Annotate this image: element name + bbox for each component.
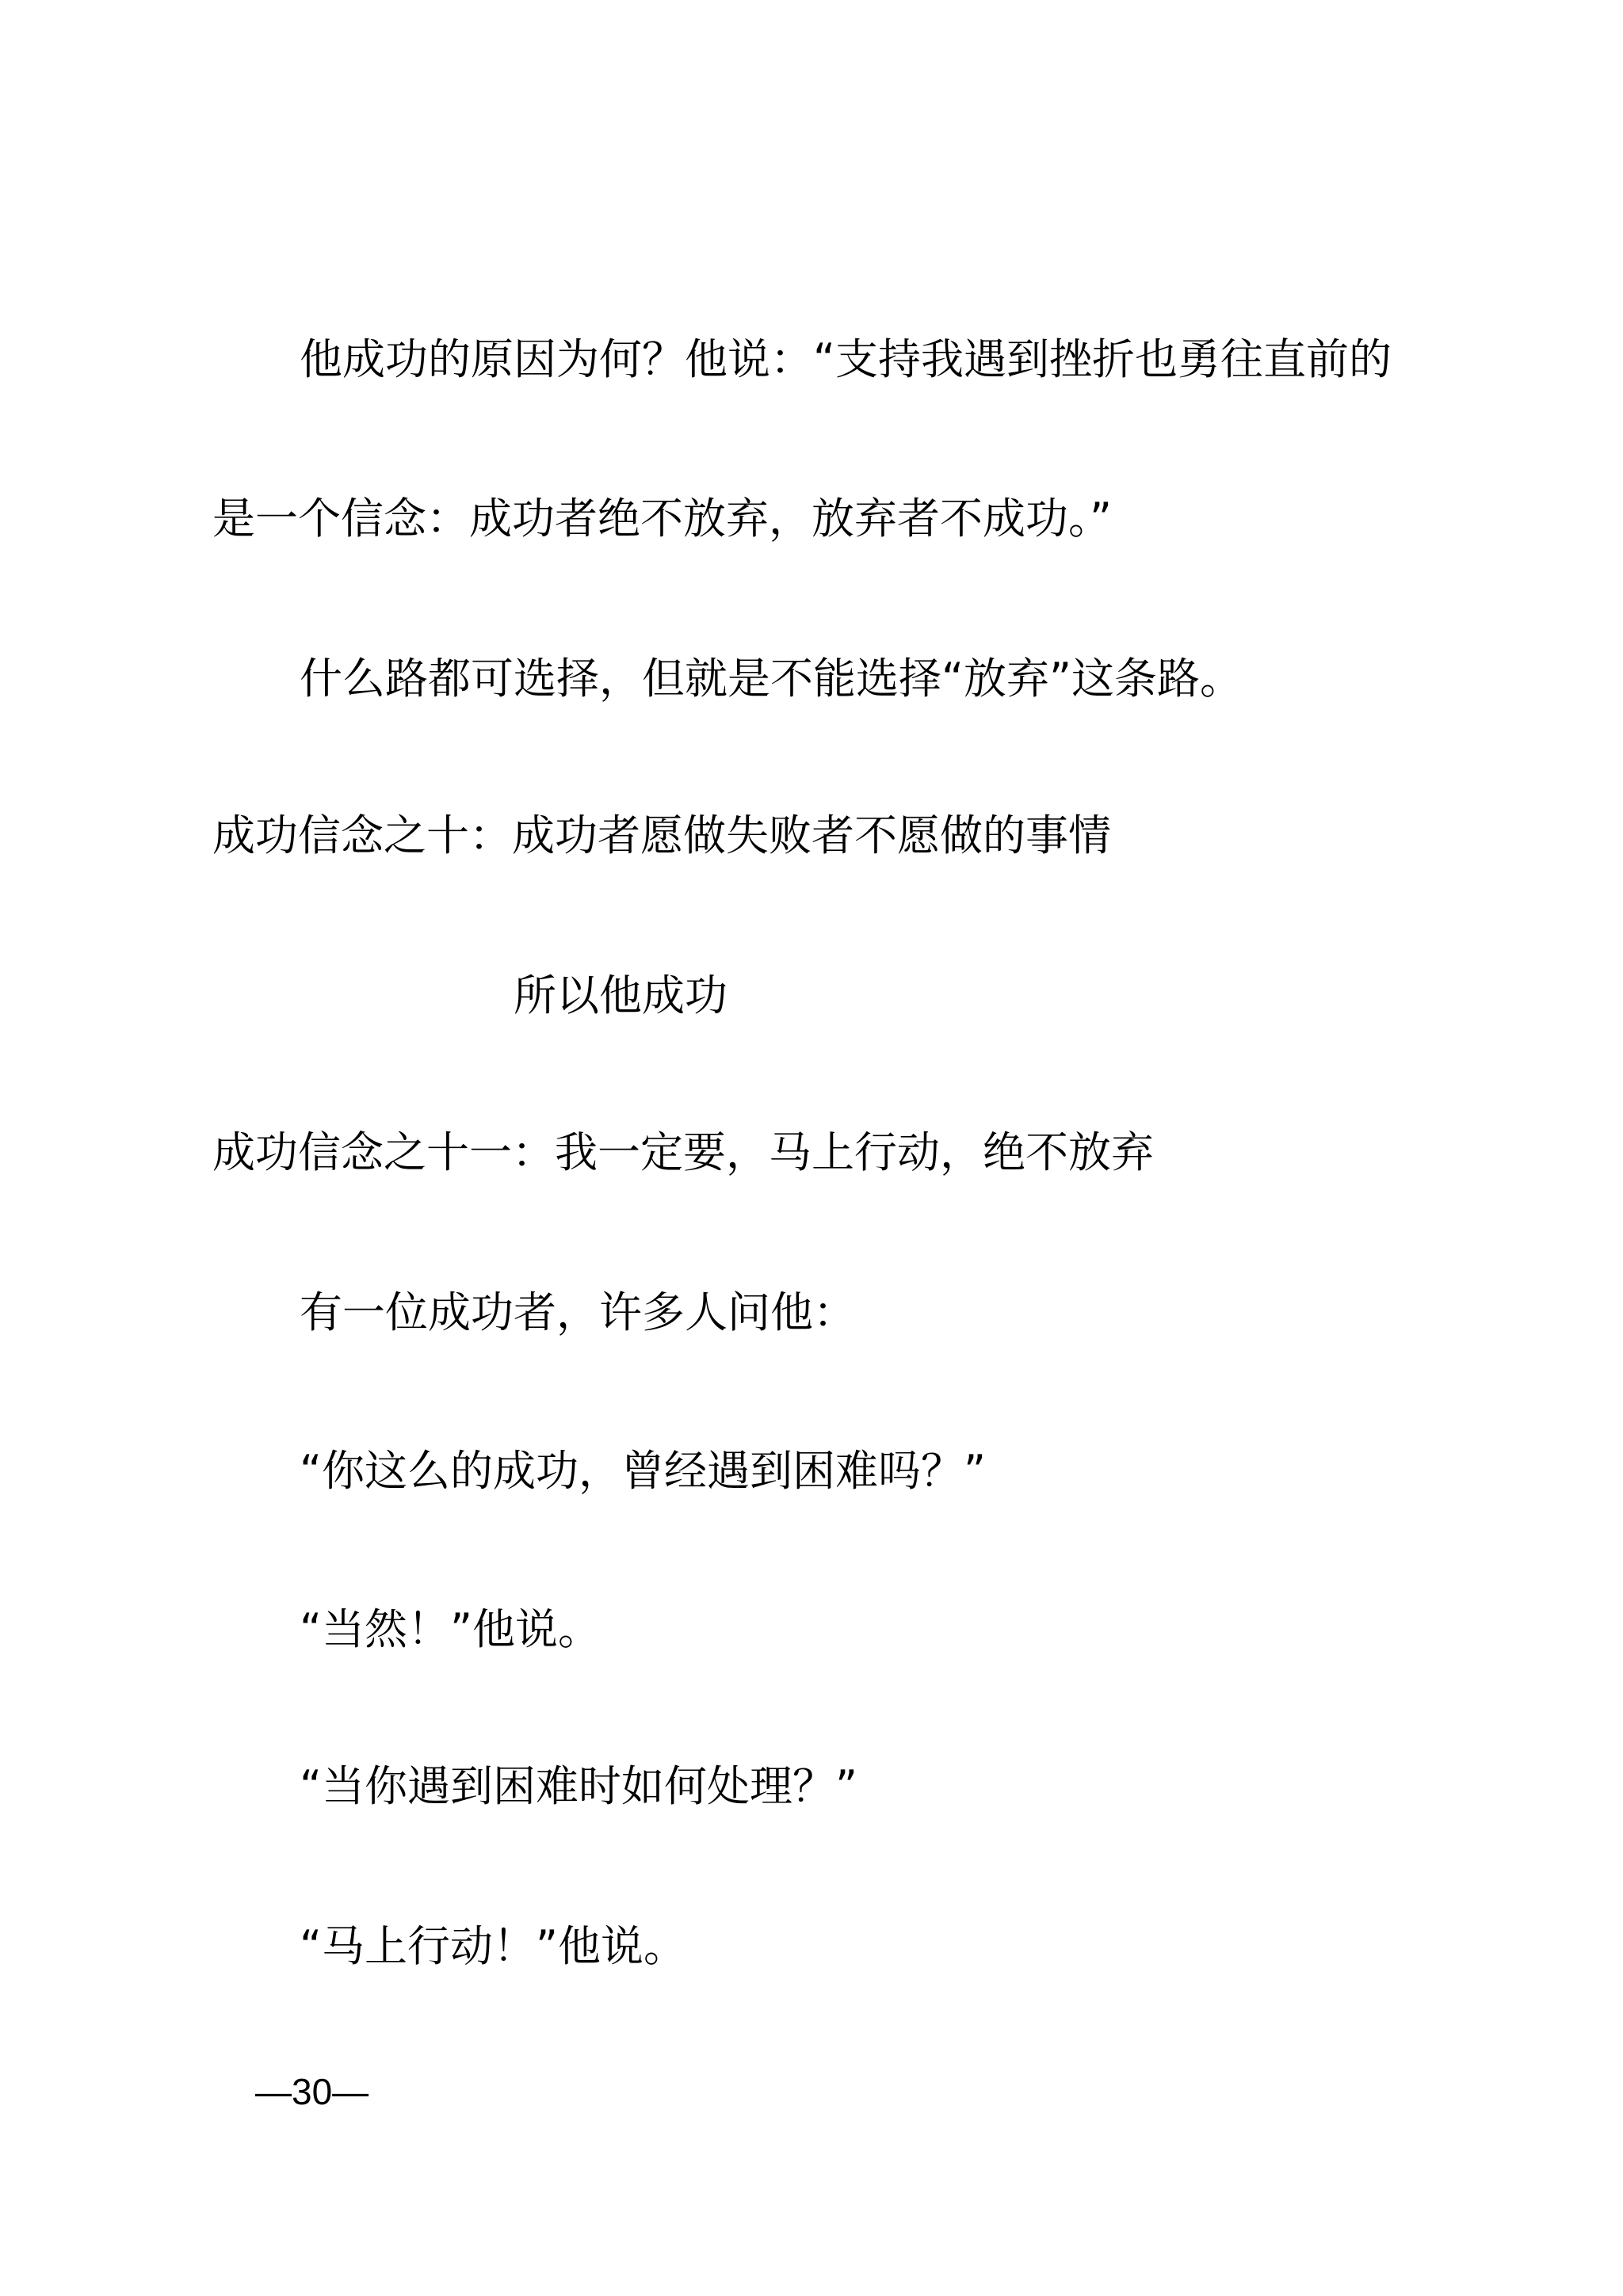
paragraph-line: 他成功的原因为何？他说：“支持我遇到挫折也勇往直前的	[300, 334, 1392, 384]
dialogue-line: “你这么的成功，曾经遇到困难吗？”	[300, 1446, 986, 1496]
dialogue-line: “当你遇到困难时如何处理？”	[300, 1761, 857, 1811]
dialogue-line: “当然！”他说。	[300, 1604, 601, 1654]
paragraph-line: 是一个信念：成功者绝不放弃，放弃者不成功。”	[212, 494, 1112, 543]
section-heading: 成功信念之十一：我一定要，马上行动，绝不放弃	[212, 1127, 1154, 1177]
section-heading: 成功信念之十：成功者愿做失败者不愿做的事情	[212, 810, 1111, 860]
paragraph-line: 什么路都可选择，但就是不能选择“放弃”这条路。	[300, 654, 1243, 704]
page-number: —30—	[255, 2071, 369, 2112]
paragraph-line: 有一位成功者，许多人问他：	[300, 1287, 856, 1337]
section-subheading: 所以他成功	[514, 971, 727, 1020]
dialogue-line: “马上行动！”他说。	[300, 1921, 686, 1971]
